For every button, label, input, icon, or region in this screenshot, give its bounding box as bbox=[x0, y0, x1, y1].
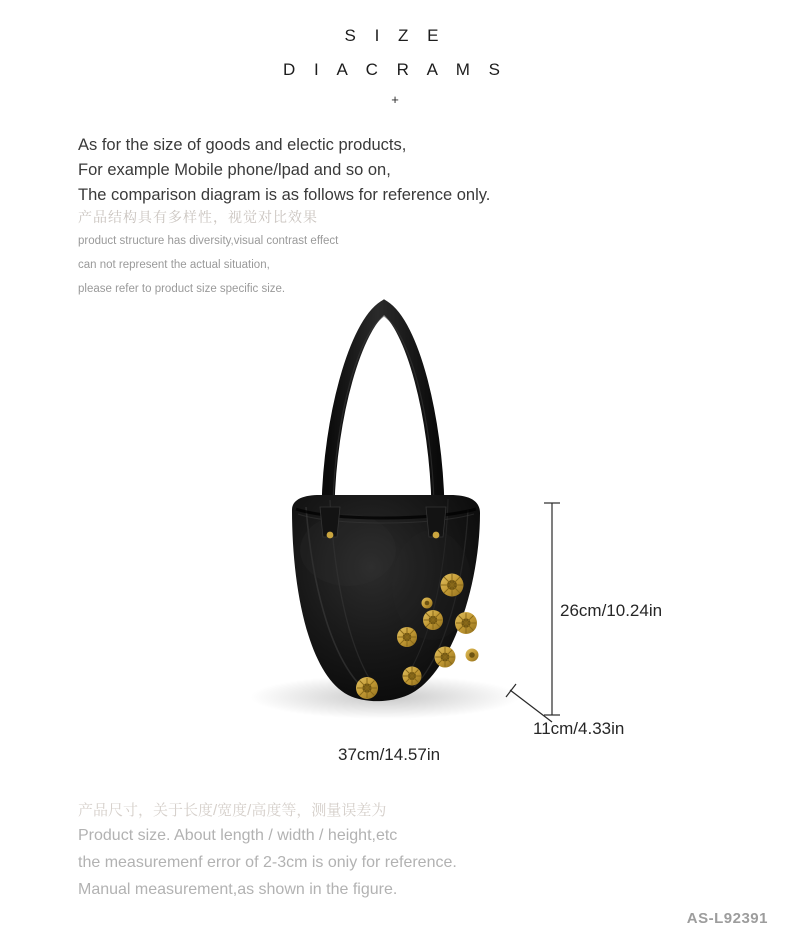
dimension-width-label: 37cm/14.57in bbox=[338, 745, 441, 764]
title-line-size: S I Z E bbox=[344, 26, 446, 45]
footer-line-2: the measuremenf error of 2-3cm is oniy for reference. bbox=[78, 854, 457, 871]
dimension-height-label: 26cm/10.24in bbox=[560, 601, 663, 620]
footer-line-3: Manual measurement,as shown in the figure. bbox=[78, 881, 398, 898]
note-line-1: product structure has diversity,visual contrast effect bbox=[78, 235, 339, 247]
title-plus-symbol: + bbox=[391, 92, 399, 107]
title-line-diagrams: D I A C R A M S bbox=[282, 60, 508, 79]
note-line-3: please refer to product size specific size. bbox=[78, 283, 286, 295]
note-line-2: can not represent the actual situation, bbox=[78, 259, 270, 271]
intro-line-3: The comparison diagram is as follows for reference only. bbox=[78, 186, 491, 204]
footer-note bbox=[78, 800, 728, 903]
intro-line-2: For example Mobile phone/lpad and so on, bbox=[78, 161, 391, 179]
footer-line-1: Product size. About length / width / height,etc bbox=[78, 827, 398, 844]
footer-ghost-line: 产品尺寸，关于长度/宽度/高度等，测量误差为 bbox=[78, 802, 387, 819]
intro-paragraph bbox=[78, 133, 718, 208]
product-image bbox=[180, 285, 580, 725]
intro-line-1: As for the size of goods and electic products, bbox=[78, 136, 407, 154]
dimension-depth-label: 11cm/4.33in bbox=[533, 719, 625, 738]
note-ghost-line: 产品结构具有多样性，视觉对比效果 bbox=[78, 209, 318, 225]
page-title bbox=[0, 26, 790, 107]
sku-code: AS-L92391 bbox=[686, 910, 768, 927]
